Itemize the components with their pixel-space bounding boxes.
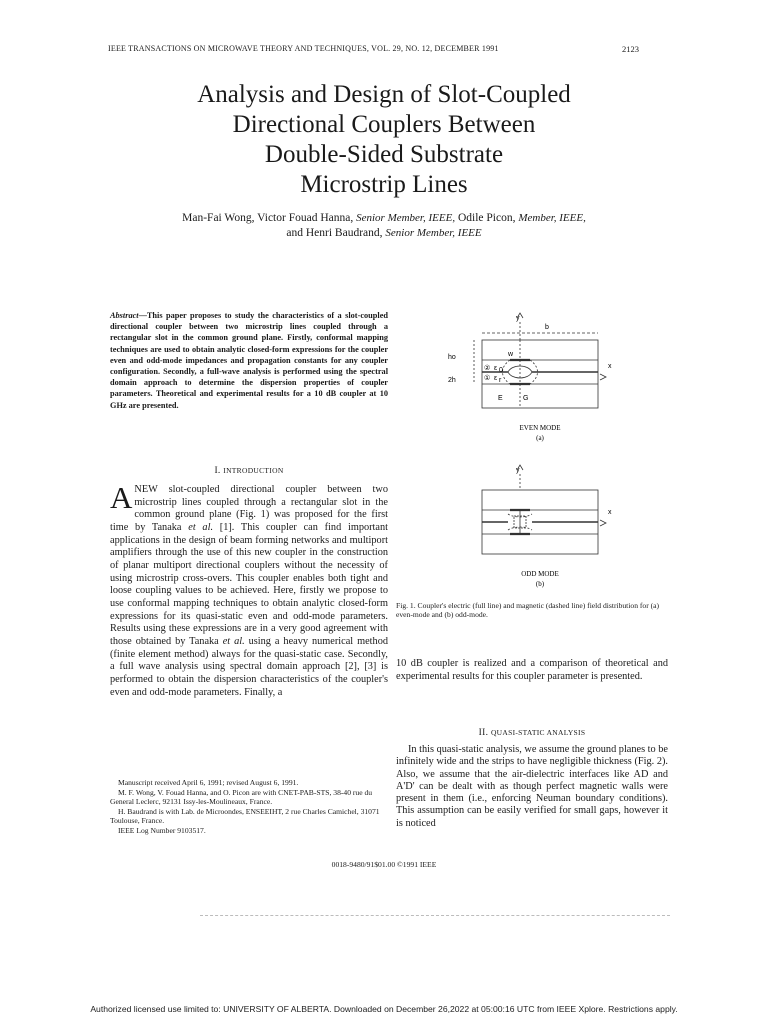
section-number: II. — [478, 728, 489, 738]
abstract-text: —This paper proposes to study the characteristics of a slot-coupled directional coupler between two microstrip lines coupled through a rectangular slot in the common ground plane. Firstly, conformal mapping techniques are used to obtain analytic closed-form expressions for the coupler even and odd-mode impedances and propagation constants for any coupler configuration. Secondly, a full-wave analysis is performed using the spectral domain approach to determine the dispersion properties of coupler parameters. Theoretical and experimental results for a 10 dB coupler at 10 GHz are presented. — [110, 311, 388, 410]
x-axis-label: x — [608, 363, 612, 370]
g-label: G — [523, 395, 529, 402]
epsilon-label: ε — [494, 375, 498, 382]
w-label: w — [508, 351, 514, 358]
epsilon-sub-label: 0 — [499, 367, 503, 374]
page-number: 2123 — [622, 44, 639, 54]
x-axis-arrow-icon — [600, 374, 606, 380]
quasi-static-text: In this quasi-static analysis, we assume the ground planes to be infinitely wide and the strips to have negligible thickness (Fig. 2). Also, we assume that the air-dielectric interfaces like AD and A'D' can be dealt with as though perfect magnetic walls were present in them (i.e., enforcing Neuman boundary conditions). This assumption can be easily verified for small gaps, however it is noticed — [396, 744, 668, 829]
title-line-2: Directional Couplers Between — [232, 111, 536, 138]
caption-text: Coupler's electric (full line) and magnetic (dashed line) field distribution for (a) even-mode and (b) odd-mode. — [396, 601, 660, 620]
author-2-role: Member, IEEE, — [518, 212, 586, 224]
title-line-3: Double-Sided Substrate — [264, 141, 504, 168]
drop-cap: A — [110, 480, 133, 515]
intro-text-part: using a heavy numerical method (finite element method) always for the quasi-static case. Secondly, a full wave analysis using spectral domain approach [2], [3] is performed to obtain the dispersion characteristics of the coupler's even and odd-mode parameters. Finally, a — [110, 635, 388, 698]
even-mode-tag: (a) — [536, 434, 544, 442]
x-axis-arrow-icon — [600, 520, 606, 526]
section-heading-introduction — [110, 466, 388, 476]
copyright-line: 0018-9480/91$01.00 ©1991 IEEE — [331, 860, 437, 869]
paper-title — [90, 80, 678, 200]
intro-text-part: [1]. This coupler can find important applications in the design of beam forming networks and multiport amplifiers through the use of this new coupler in the construction of planar multiport directional couplers without the necessity of using microstrip cross-overs. This coupler enables both tight and loose coupling values to be achieved. Here, firstly we propose to use conformal mapping techniques to obtain analytic closed-form expressions for its quasi-static even and odd-mode parameters. Results using these expressions are in a very good agreement with those obtained by Tanaka — [110, 521, 388, 647]
footnote: Manuscript received April 6, 1991; revised August 6, 1991. — [118, 778, 299, 787]
author-list — [110, 211, 658, 241]
author-3: and Henri Baudrand, — [286, 227, 383, 239]
section-title: QUASI-STATIC ANALYSIS — [490, 728, 586, 737]
ho-label: ho — [448, 354, 456, 361]
y-axis-label: y — [516, 315, 520, 322]
author-2: Odile Picon, — [457, 212, 516, 224]
scan-artifact-rule — [200, 915, 670, 917]
license-footer: Authorized licensed use limited to: UNIVERSITY OF ALBERTA. Downloaded on December 26,2022 at 05:00:16 UTC from IEEE Xplore. Restrictions apply. — [90, 1004, 678, 1014]
section-number: I. — [214, 466, 221, 476]
region-2-label: ② — [484, 365, 491, 372]
author-1-role: Senior Member, IEEE, — [356, 212, 456, 224]
epsilon-label: ε — [494, 365, 498, 372]
abstract-label: Abstract — [110, 311, 139, 320]
author-1: Man-Fai Wong, Victor Fouad Hanna, — [182, 212, 354, 224]
running-head: IEEE TRANSACTIONS ON MICROWAVE THEORY AND TECHNIQUES, VOL. 29, NO. 12, DECEMBER 1991 — [108, 44, 499, 53]
region-1-label: ① — [484, 375, 491, 382]
et-al: et al. — [188, 521, 214, 533]
even-mode-label: EVEN MODE — [519, 424, 561, 432]
intro-text-part: NEW slot-coupled directional coupler between two microstrip lines coupled through a rectangular slot in the common ground plane (Fig. 1) was proposed for the first time by Tanaka — [110, 484, 388, 533]
odd-mode-tag: (b) — [535, 580, 545, 588]
caption-label: Fig. 1. — [396, 601, 416, 610]
abstract — [110, 310, 388, 411]
odd-mode-diagram — [482, 465, 606, 554]
title-line-1: Analysis and Design of Slot-Coupled — [197, 81, 571, 108]
x-axis-label: x — [608, 509, 612, 516]
figure-caption — [396, 601, 668, 620]
introduction-text — [110, 480, 388, 699]
2h-label: 2h — [448, 377, 456, 384]
epsilon-sub-label: r — [499, 377, 502, 384]
section-heading-quasi-static — [396, 728, 668, 738]
footnote: M. F. Wong, V. Fouad Hanna, and O. Picon are with CNET-PAB-STS, 38-40 rue du General Leclerc, 92131 Issy-les-Moulineaux, France. — [110, 787, 373, 807]
even-mode-diagram — [474, 313, 606, 408]
footnotes — [110, 778, 388, 836]
e-field-label: E — [498, 395, 503, 402]
footnote: H. Baudrand is with Lab. de Microondes, ENSEEIHT, 2 rue Charles Camichel, 31071 Toulouse, France. — [110, 806, 380, 826]
y-axis-label: y — [516, 467, 520, 474]
odd-mode-label: ODD MODE — [521, 570, 559, 578]
b-label: b — [545, 324, 549, 331]
title-line-4: Microstrip Lines — [300, 171, 468, 198]
et-al: et al. — [222, 635, 245, 647]
footnote: IEEE Log Number 9103517. — [118, 825, 206, 835]
section-title: INTRODUCTION — [223, 466, 284, 475]
conclusion-intro-text: 10 dB coupler is realized and a comparison of theoretical and experimental results for this coupler parameter is presented. — [396, 658, 668, 682]
author-3-role: Senior Member, IEEE — [385, 227, 482, 239]
figure-1 — [400, 312, 668, 622]
